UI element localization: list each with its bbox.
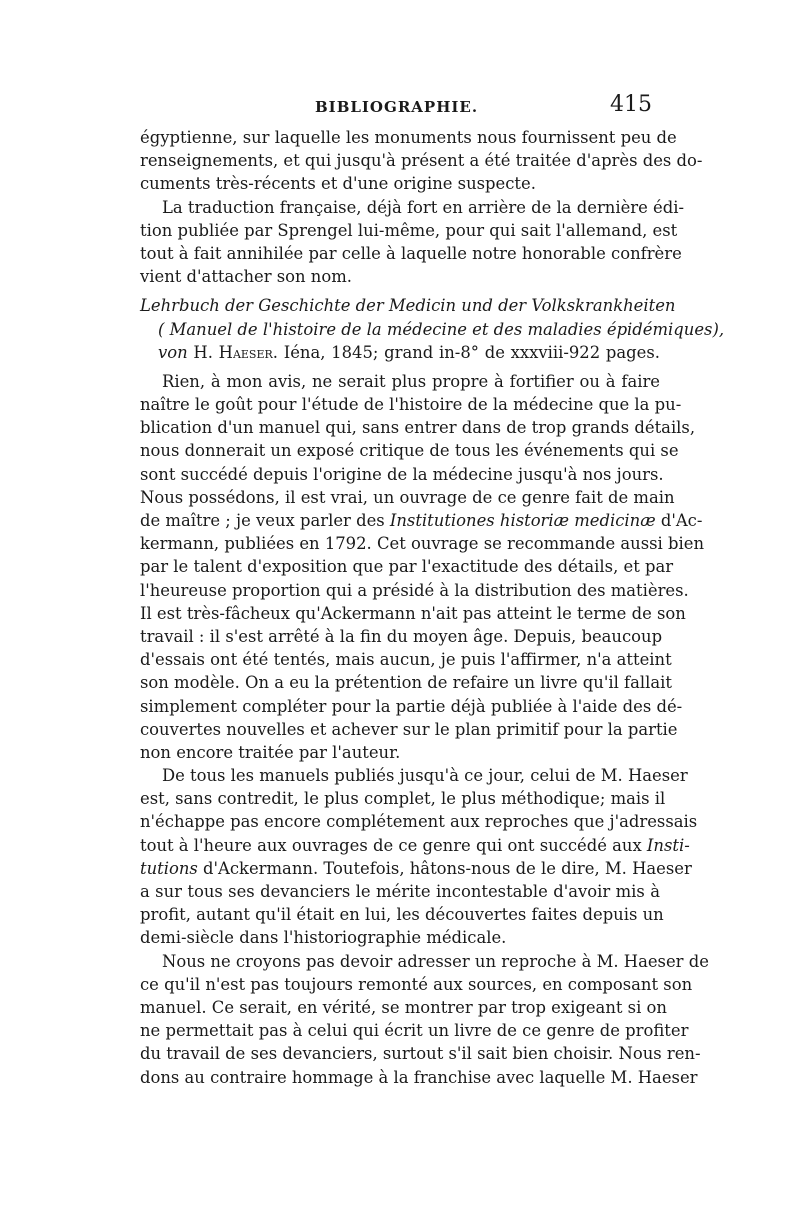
text-line: renseignements, et qui jusqu'à présent a été traitée d'après des do- <box>140 151 703 171</box>
text-line: simplement compléter pour la partie déjà publiée à l'aide des dé- <box>140 696 683 716</box>
page-body <box>140 126 725 1089</box>
text-line: cuments très-récents et d'une origine suspecte. <box>140 174 536 194</box>
book-details <box>140 341 660 364</box>
text-line: couvertes nouvelles et achever sur le plan primitif pour la partie <box>140 719 678 739</box>
text-line: profit, autant qu'il était en lui, les découvertes faites depuis un <box>140 905 664 925</box>
text-line: dons au contraire hommage à la franchise avec laquelle M. Haeser <box>140 1067 698 1087</box>
text-line: l'heureuse proportion qui a présidé à la distribution des matières. <box>140 580 689 600</box>
author-name: H. Haeser. <box>193 342 278 362</box>
text-line <box>140 509 703 532</box>
work-title: Insti- <box>646 835 690 855</box>
page-number: 415 <box>610 92 652 117</box>
text-line: La traduction française, déjà fort en arrière de la dernière édi- <box>162 197 684 217</box>
text-line <box>140 857 692 880</box>
text-line: vient d'attacher son nom. <box>140 267 352 287</box>
text-line: Nous possédons, il est vrai, un ouvrage de ce genre fait de main <box>140 487 675 507</box>
text-line: tion publiée par Sprengel lui-même, pour qui sait l'allemand, est <box>140 220 678 240</box>
text-line: n'échappe pas encore complétement aux reproches que j'adressais <box>140 812 698 832</box>
text-line: blication d'un manuel qui, sans entrer dans de trop grands détails, <box>140 418 696 438</box>
text-line: demi-siècle dans l'historiographie médicale. <box>140 928 507 948</box>
text-line: ne permettait pas à celui qui écrit un livre de ce genre de profiter <box>140 1021 689 1041</box>
text-line: non encore traitée par l'auteur. <box>140 742 401 762</box>
text-line: son modèle. On a eu la prétention de refaire un livre qu'il fallait <box>140 673 672 693</box>
text-line: manuel. Ce serait, en vérité, se montrer par trop exigeant si on <box>140 997 667 1017</box>
text-line: Il est très-fâcheux qu'Ackermann n'ait pas atteint le terme de son <box>140 603 686 623</box>
page-header <box>140 92 660 128</box>
text-line: égyptienne, sur laquelle les monuments nous fournissent peu de <box>140 128 677 147</box>
text-line: par le talent d'exposition que par l'exactitude des détails, et par <box>140 557 674 577</box>
text-segment: d'Ackermann. Toutefois, hâtons-nous de le dire, M. Haeser <box>203 858 692 878</box>
text-line: est, sans contredit, le plus complet, le plus méthodique; mais il <box>140 789 666 809</box>
text-line: du travail de ses devanciers, surtout s'il sait bien choisir. Nous ren- <box>140 1044 701 1064</box>
text-line <box>140 834 690 857</box>
work-title: Institutiones historiæ medicinæ <box>389 511 656 530</box>
text-line: sont succédé depuis l'origine de la médecine jusqu'à nos jours. <box>140 464 664 484</box>
book-title: Lehrbuch der Geschichte der Medicin und der Volkskrankheiten <box>140 296 676 316</box>
text-line: De tous les manuels publiés jusqu'à ce jour, celui de M. Haeser <box>162 766 688 786</box>
text-line: ce qu'il n'est pas toujours remonté aux sources, en composant son <box>140 974 693 994</box>
text-line: kermann, publiées en 1792. Cet ouvrage se recommande aussi bien <box>140 534 705 554</box>
von-label: von <box>158 342 188 362</box>
work-title: tutions <box>140 858 198 878</box>
running-head: BIBLIOGRAPHIE. <box>315 98 479 116</box>
text-segment: tout à l'heure aux ouvrages de ce genre qui ont succédé aux <box>140 835 642 855</box>
text-line: a sur tous ses devanciers le mérite incontestable d'avoir mis à <box>140 882 660 901</box>
text-line: Rien, à mon avis, ne serait plus propre à fortifier ou à faire <box>162 371 660 391</box>
publication-details: Iéna, 1845; grand in-8° de xxxviii-922 pages. <box>283 342 660 362</box>
text-line: naître le goût pour l'étude de l'histoire de la médecine que la pu- <box>140 395 682 415</box>
text-line: tout à fait annihilée par celle à laquelle notre honorable confrère <box>140 243 682 263</box>
book-title-translation: ( Manuel de l'histoire de la médecine et des maladies épidémiques), <box>158 319 725 339</box>
text-line: Nous ne croyons pas devoir adresser un reproche à M. Haeser de <box>162 951 709 971</box>
text-line: travail : il s'est arrêté à la fin du moyen âge. Depuis, beaucoup <box>140 626 663 646</box>
text-segment: d'Ac- <box>660 511 703 530</box>
text-line: nous donnerait un exposé critique de tous les événements qui se <box>140 441 679 461</box>
text-segment: de maître ; je veux parler des <box>140 511 385 530</box>
text-line: d'essais ont été tentés, mais aucun, je puis l'affirmer, n'a atteint <box>140 650 672 670</box>
